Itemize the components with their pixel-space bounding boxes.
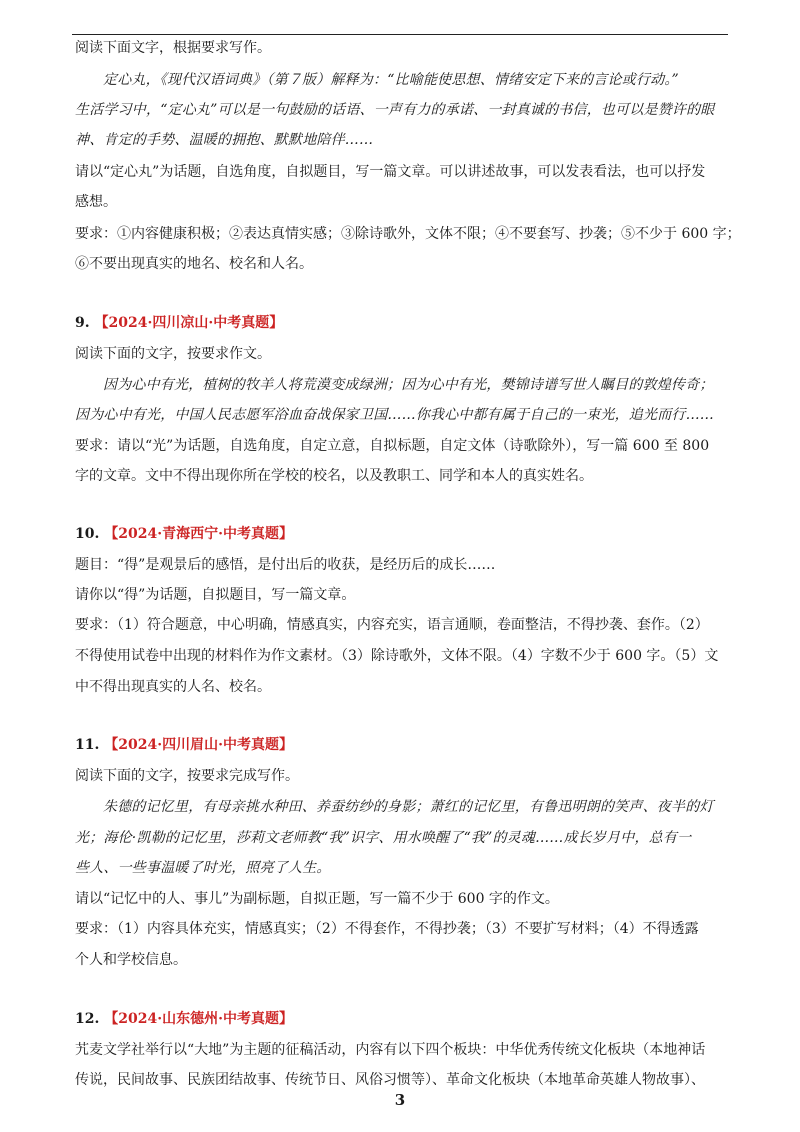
q10-heading (75, 524, 293, 544)
q11-heading (75, 735, 293, 755)
q11-number: 11. (75, 737, 100, 753)
prev-prompt-line-2: 感想。 (75, 194, 117, 210)
q11-intro: 阅读下面的文字，按要求完成写作。 (75, 768, 299, 784)
q10-topic: 题目：“得”是观景后的感悟，是付出后的收获，是经历后的成长…… (75, 557, 496, 573)
prev-intro: 阅读下面文字，根据要求写作。 (75, 40, 271, 56)
q9-heading (75, 313, 283, 333)
q9-number: 9. (75, 315, 90, 331)
prev-material-line-1: 定心丸，《现代汉语词典》（第７版）解释为：“比喻能使思想、情绪安定下来的言论或行动。” (103, 72, 679, 88)
q9-intro: 阅读下面的文字，按要求作文。 (75, 346, 271, 362)
q9-requirements-line-1: 要求：请以“光”为话题，自选角度，自定立意，自拟标题，自定文体（诗歌除外），写一篇 600 至 800 (75, 438, 710, 454)
q10-requirements-line-2: 不得使用试卷中出现的材料作为作文素材。（3）除诗歌外，文体不限。（4）字数不少于 600 字。（5）文 (75, 648, 719, 664)
prev-material-line-3: 神、肯定的手势、温暖的拥抱、默默地陪伴…… (75, 132, 374, 148)
q10-requirements-line-1: 要求：（1）符合题意，中心明确，情感真实，内容充实，语言通顺，卷面整洁，不得抄袭、套作。（2） (75, 617, 709, 633)
q12-material-line-2: 传说，民间故事、民族团结故事、传统节日、风俗习惯等）、革命文化板块（本地革命英雄人物故事）、 (75, 1072, 705, 1088)
q12-source: 【2024·山东德州·中考真题】 (104, 1011, 293, 1027)
q11-material-line-2: 光；海伦·凯勒的记忆里，莎莉文老师教“我”识字、用水唤醒了“我”的灵魂……成长岁月中，总有一 (75, 830, 692, 846)
q11-source: 【2024·四川眉山·中考真题】 (104, 737, 293, 753)
prev-requirements-line-2: ⑥不要出现真实的地名、校名和人名。 (75, 256, 313, 272)
q9-source: 【2024·四川凉山·中考真题】 (94, 315, 284, 331)
header-rule (72, 34, 728, 35)
prev-requirements-line-1: 要求：①内容健康积极；②表达真情实感；③除诗歌外，文体不限；④不要套写、抄袭；⑤不少于 600 字； (75, 226, 741, 242)
q10-number: 10. (75, 526, 100, 542)
q9-material-line-2: 因为心中有光，中国人民志愿军浴血奋战保家卫国……你我心中都有属于自己的一束光，追光而行…… (75, 407, 714, 423)
q12-material-line-1: 艽麦文学社举行以“大地”为主题的征稿活动，内容有以下四个板块：中华优秀传统文化板块（本地神话 (75, 1042, 706, 1058)
q11-material-line-3: 些人、一些事温暖了时光，照亮了人生。 (75, 860, 331, 876)
q11-prompt: 请以“记忆中的人、事儿”为副标题，自拟正题，写一篇不少于 600 字的作文。 (75, 891, 559, 907)
prev-material-line-2: 生活学习中，“定心丸”可以是一句鼓励的话语、一声有力的承诺、一封真诚的书信，也可以是赞许的眼 (75, 102, 715, 118)
q11-requirements-line-1: 要求：（1）内容具体充实，情感真实；（2）不得套作，不得抄袭；（3）不要扩写材料；（4）不得透露 (75, 921, 699, 937)
q10-requirements-line-3: 中不得出现真实的人名、校名。 (75, 679, 271, 695)
q10-prompt: 请你以“得”为话题，自拟题目，写一篇文章。 (75, 587, 356, 603)
q10-source: 【2024·青海西宁·中考真题】 (104, 526, 293, 542)
q11-requirements-line-2: 个人和学校信息。 (75, 952, 187, 968)
page-number: 3 (394, 1091, 406, 1109)
prev-prompt-line-1: 请以“定心丸”为话题，自选角度，自拟题目，写一篇文章。可以讲述故事，可以发表看法，也可以抒发 (75, 164, 706, 180)
q11-material-line-1: 朱德的记忆里，有母亲挑水种田、养蚕纺纱的身影；萧红的记忆里，有鲁迅明朗的笑声、夜半的灯 (103, 799, 714, 815)
q9-material-line-1: 因为心中有光，植树的牧羊人将荒漠变成绿洲；因为心中有光，樊锦诗谱写世人瞩目的敦煌传奇； (103, 377, 714, 393)
q12-number: 12. (75, 1011, 100, 1027)
q12-heading (75, 1009, 293, 1029)
q9-requirements-line-2: 字的文章。文中不得出现你所在学校的校名，以及教职工、同学和本人的真实姓名。 (75, 468, 593, 484)
